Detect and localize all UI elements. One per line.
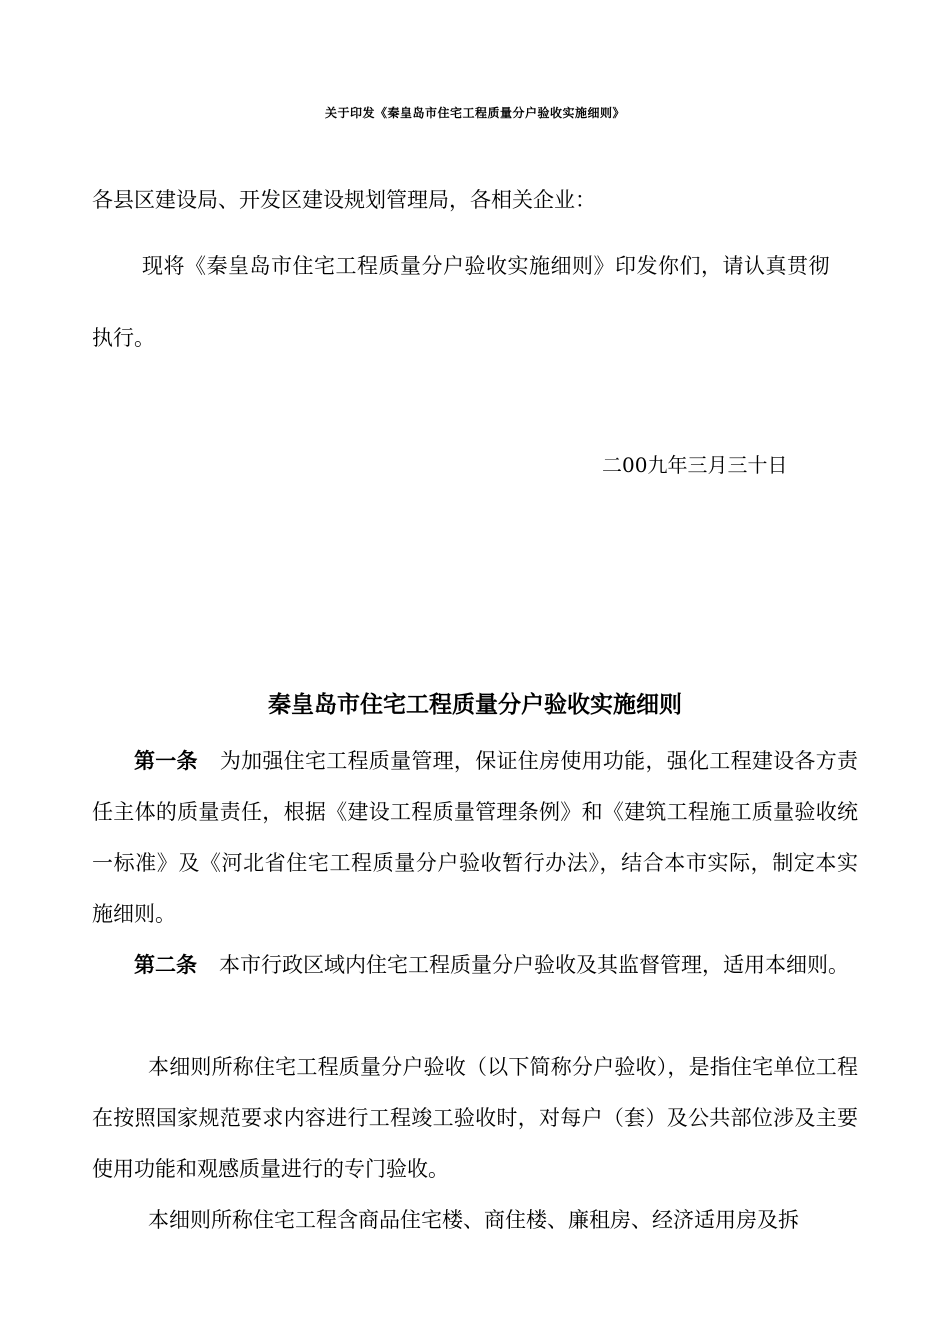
notice-header-title: 关于印发《秦皇岛市住宅工程质量分户验收实施细则》 — [324, 106, 625, 120]
document-title: 秦皇岛市住宅工程质量分户验收实施细则 — [268, 692, 682, 718]
paragraph-scope: 本细则所称住宅工程含商品住宅楼、商住楼、廉租房、经济适用房及拆 — [148, 1208, 799, 1232]
notice-body-line-1: 现将《秦皇岛市住宅工程质量分户验收实施细则》印发你们，请认真贯彻 — [142, 254, 830, 278]
notice-date: 二00九年三月三十日 — [602, 453, 788, 477]
article-2-label: 第二条 — [134, 953, 197, 977]
article-1-text: 为加强住宅工程质量管理，保证住房使用功能，强化工程建设各方责任主体的质量责任，根据《建设工程质量管理条例》和《建筑工程施工质量验收统一标准》及《河北省住宅工程质量分户验收暂行办法》，结合本市实际，制定本实施细则。 — [92, 749, 858, 926]
notice-salutation: 各县区建设局、开发区建设规划管理局，各相关企业： — [92, 188, 596, 212]
article-2-paragraph — [92, 940, 858, 991]
article-1-label: 第一条 — [134, 749, 198, 773]
article-1-paragraph — [92, 736, 858, 940]
notice-body-line-2: 执行。 — [92, 326, 155, 350]
article-2-text: 本市行政区域内住宅工程质量分户验收及其监督管理，适用本细则。 — [219, 953, 849, 977]
paragraph-definition: 本细则所称住宅工程质量分户验收（以下简称分户验收），是指住宅单位工程在按照国家规范要求内容进行工程竣工验收时，对每户（套）及公共部位涉及主要使用功能和观感质量进行的专门验收。 — [92, 1055, 858, 1181]
